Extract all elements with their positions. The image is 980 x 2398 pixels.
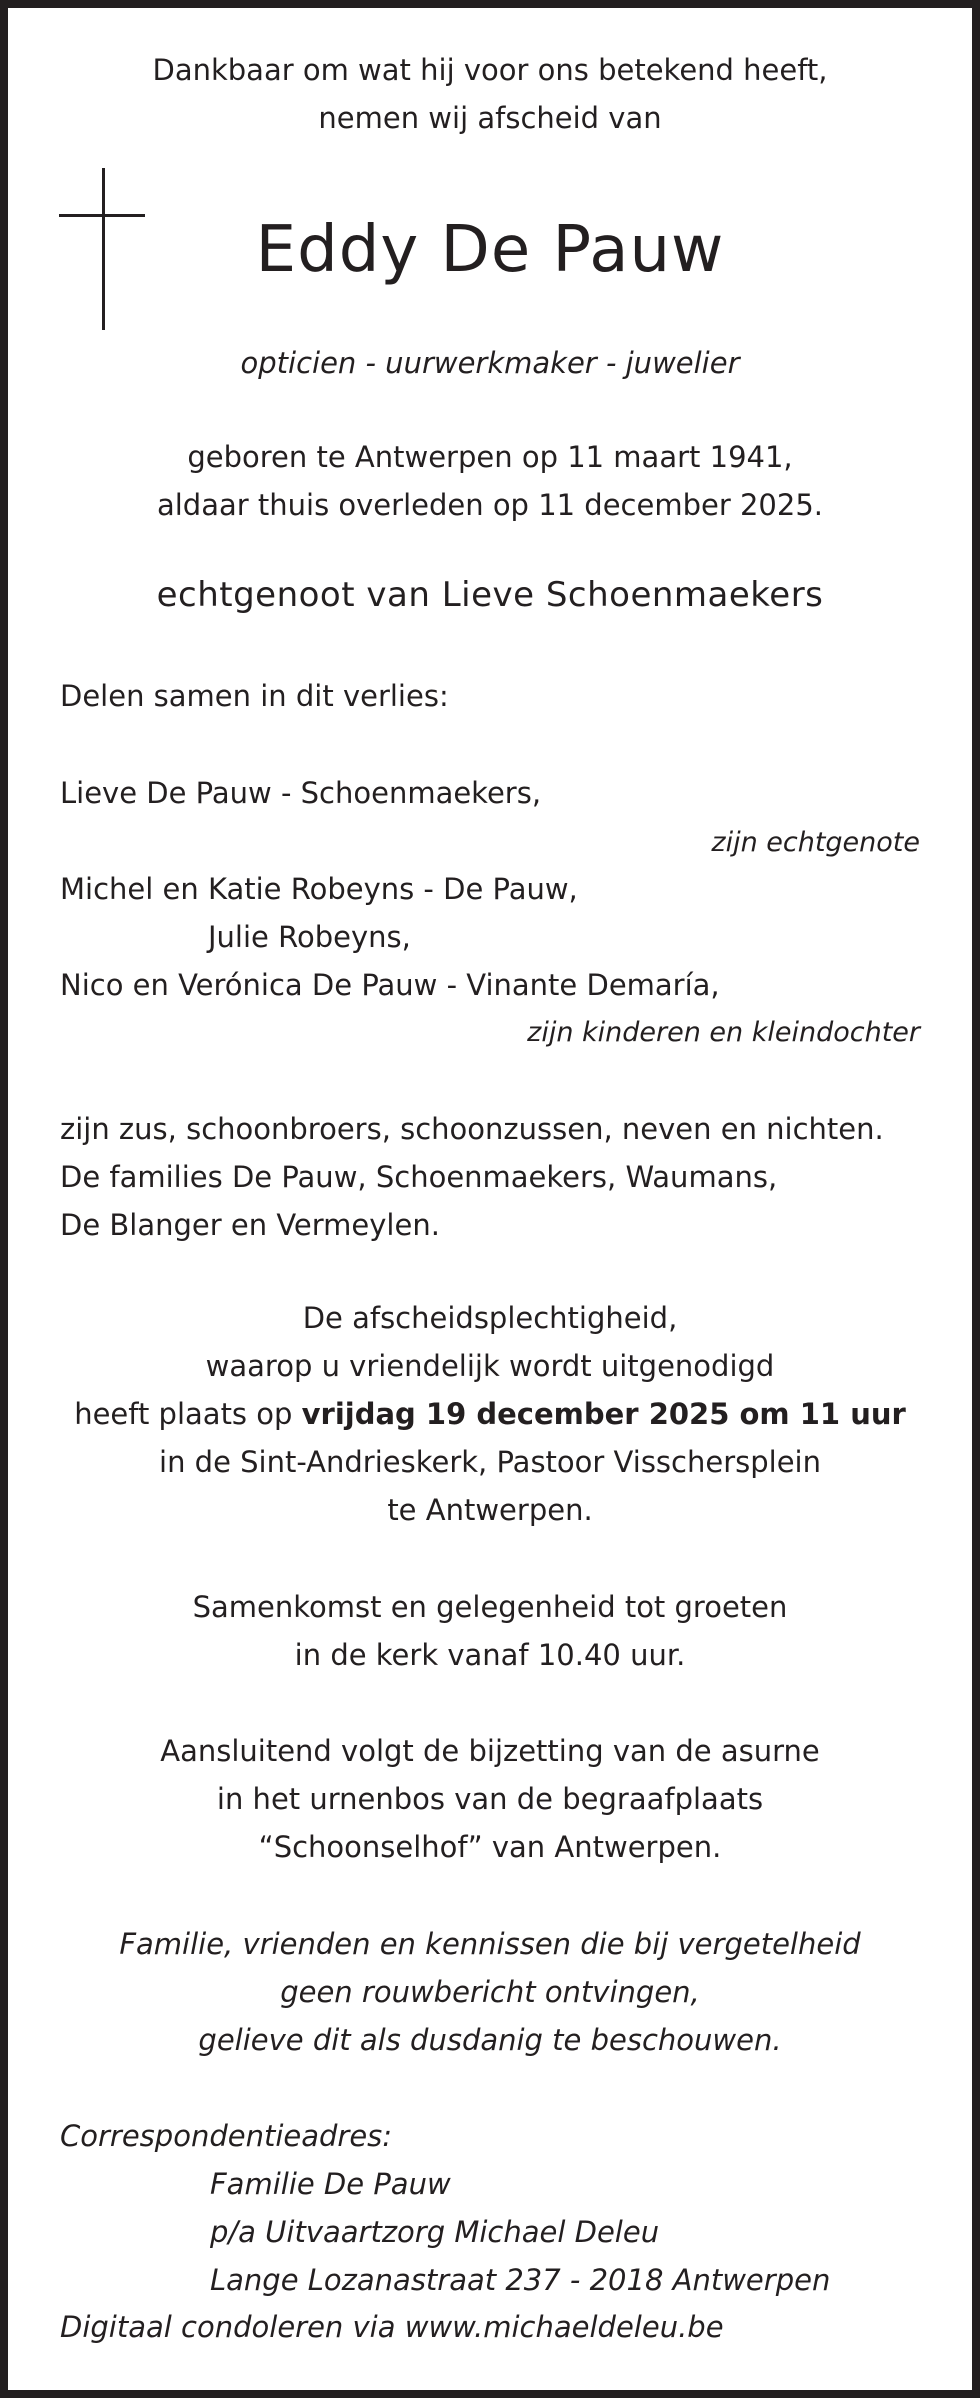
profession: opticien - uurwerkmaker - juwelier (240, 346, 740, 380)
notice-line-3: gelieve dit als dusdanig te beschouwen. (198, 2023, 782, 2057)
deceased-name: Eddy De Pauw (255, 213, 725, 287)
intro-line-1: Dankbaar om wat hij voor ons betekend heeft, (152, 53, 828, 87)
correspondence-line-1: Familie De Pauw (210, 2167, 451, 2201)
notice-line-1: Familie, vrienden en kennissen die bij vergetelheid (119, 1927, 861, 1961)
relatives-line-2: De families De Pauw, Schoenmaekers, Waumans, (60, 1160, 778, 1194)
wife-name: Lieve De Pauw - Schoenmaekers, (60, 776, 542, 810)
correspondence-line-2: p/a Uitvaartzorg Michael Deleu (210, 2215, 660, 2249)
ceremony-line-4: in de Sint-Andrieskerk, Pastoor Visschersplein (159, 1445, 821, 1479)
relatives-line-3: De Blanger en Vermeylen. (60, 1208, 440, 1242)
gathering-line-1: Samenkomst en gelegenheid tot groeten (192, 1590, 788, 1624)
intro-line-2: nemen wij afscheid van (318, 101, 662, 135)
ceremony-line-3 (0, 1394, 980, 1434)
notice-line-2: geen rouwbericht ontvingen, (280, 1975, 700, 2009)
wife-role: zijn echtgenote (711, 827, 920, 858)
ceremony-line-2: waarop u vriendelijk wordt uitgenodigd (205, 1349, 775, 1383)
online-condolence: Digitaal condoleren via www.michaeldeleu.be (60, 2310, 724, 2344)
burial-line-1: Aansluitend volgt de bijzetting van de asurne (160, 1734, 820, 1768)
correspondence-line-3: Lange Lozanastraat 237 - 2018 Antwerpen (210, 2263, 831, 2297)
child-2: Nico en Verónica De Pauw - Vinante Demaría, (60, 968, 720, 1002)
grandchild: Julie Robeyns, (208, 920, 411, 954)
birth-line: geboren te Antwerpen op 11 maart 1941, (187, 440, 793, 474)
ceremony-date-prefix: heeft plaats op (74, 1397, 302, 1431)
burial-line-2: in het urnenbos van de begraafplaats (216, 1782, 764, 1816)
relatives-line-1: zijn zus, schoonbroers, schoonzussen, neven en nichten. (60, 1112, 884, 1146)
children-role: zijn kinderen en kleindochter (527, 1017, 920, 1048)
death-line: aldaar thuis overleden op 11 december 2025. (156, 488, 824, 522)
mourners-heading: Delen samen in dit verlies: (60, 679, 449, 713)
ceremony-line-1: De afscheidsplechtigheid, (302, 1301, 678, 1335)
correspondence-label: Correspondentieadres: (60, 2119, 393, 2153)
spouse-line: echtgenoot van Lieve Schoenmaekers (156, 575, 824, 615)
burial-line-3: “Schoonselhof” van Antwerpen. (258, 1830, 722, 1864)
child-1: Michel en Katie Robeyns - De Pauw, (60, 872, 578, 906)
ceremony-line-5: te Antwerpen. (387, 1493, 593, 1527)
ceremony-date: vrijdag 19 december 2025 om 11 uur (301, 1397, 906, 1431)
gathering-line-2: in de kerk vanaf 10.40 uur. (294, 1638, 686, 1672)
